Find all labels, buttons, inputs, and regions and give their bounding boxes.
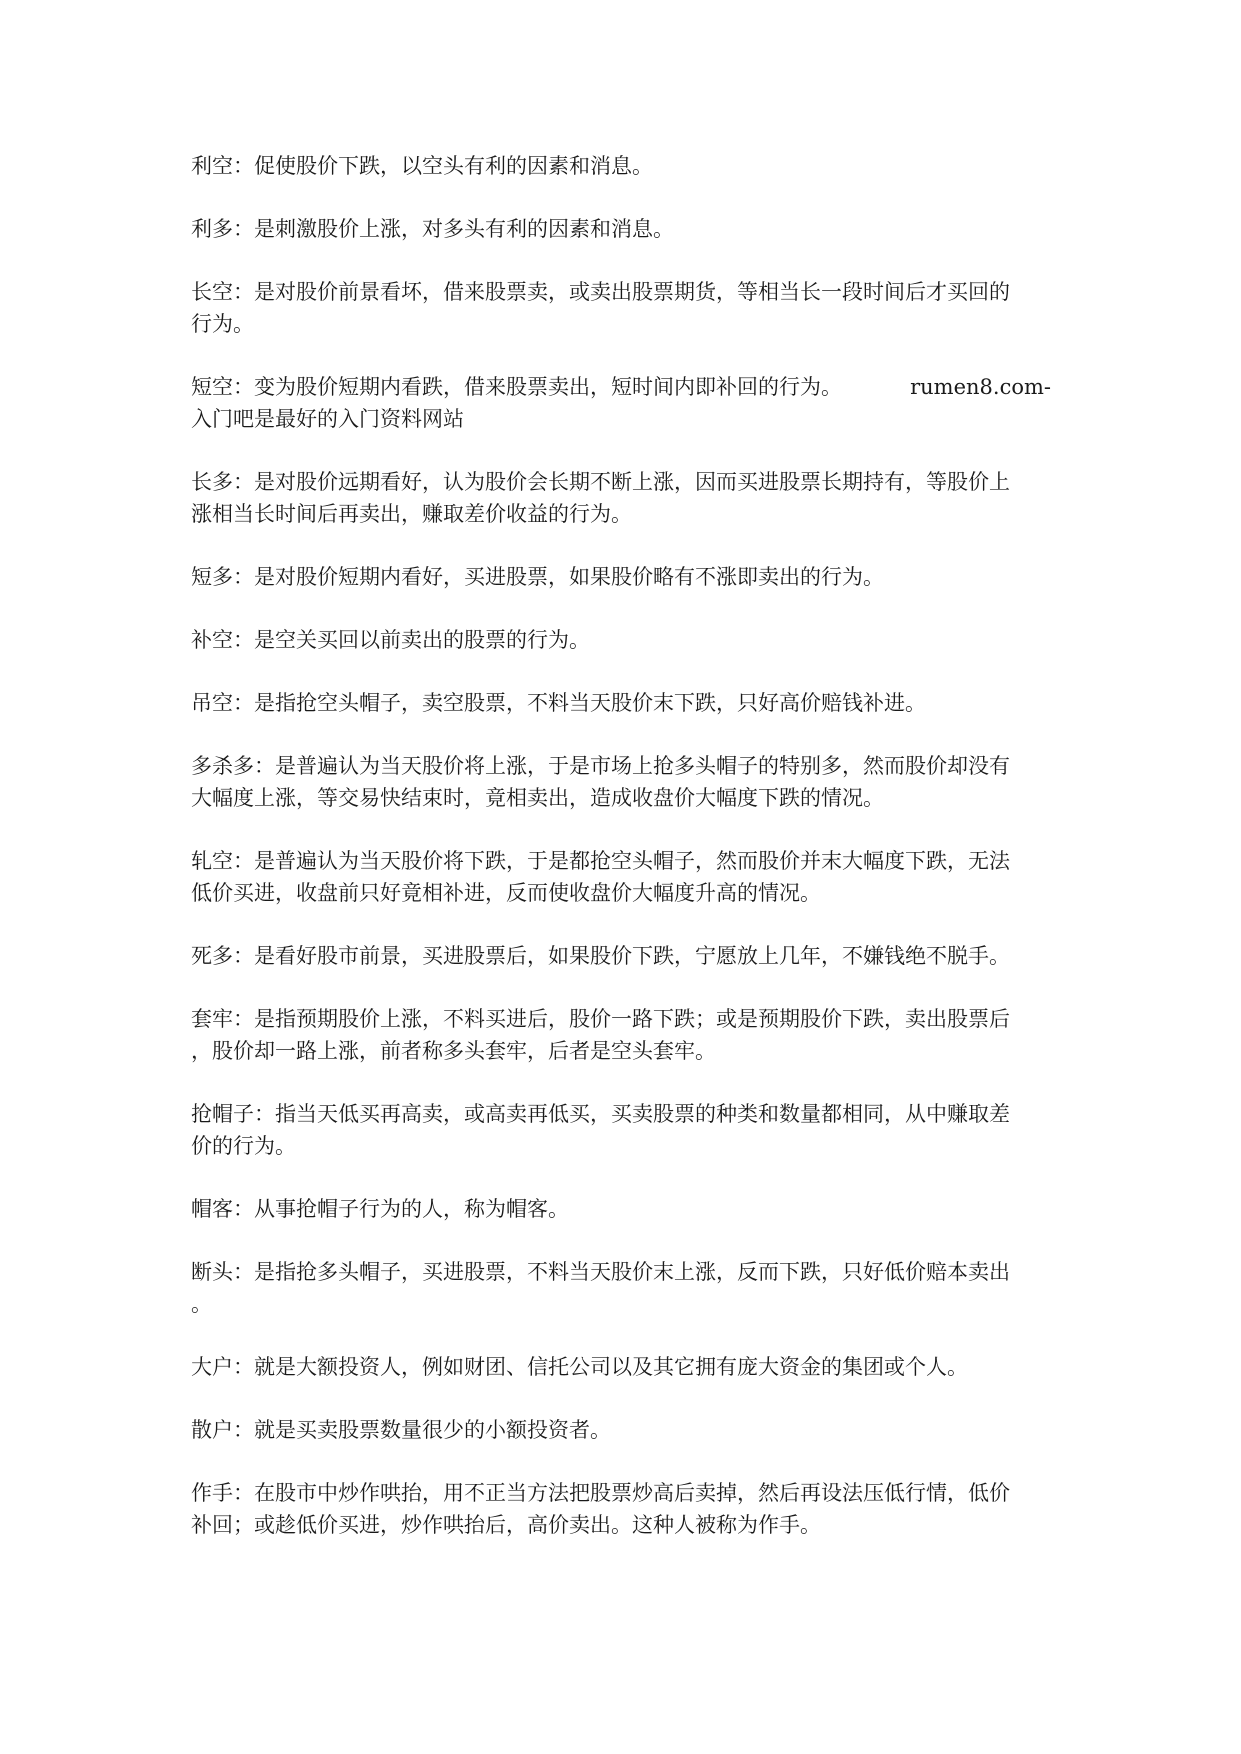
term-paragraph-maoke bbox=[191, 1193, 1051, 1225]
term-paragraph-likong bbox=[191, 150, 1051, 182]
term-paragraph-diaokong bbox=[191, 687, 1051, 719]
text-line: 低价买进，收盘前只好竟相补进，反而使收盘价大幅度升高的情况。 bbox=[191, 881, 821, 905]
term-paragraph-siduo bbox=[191, 940, 1051, 972]
term-paragraph-zhakong bbox=[191, 845, 1051, 909]
document-body bbox=[191, 150, 1051, 1572]
term-paragraph-duoshaduo bbox=[191, 750, 1051, 814]
term-paragraph-zuoshou bbox=[191, 1477, 1051, 1541]
text-line bbox=[191, 371, 1051, 403]
text-line: 利多：是刺激股价上涨，对多头有利的因素和消息。 bbox=[191, 217, 674, 241]
text-line: 价的行为。 bbox=[191, 1134, 296, 1158]
term-paragraph-bukong bbox=[191, 624, 1051, 656]
text-line: 入门吧是最好的入门资料网站 bbox=[191, 407, 464, 431]
term-paragraph-dahu bbox=[191, 1351, 1051, 1383]
text-line: 长多：是对股价远期看好，认为股价会长期不断上涨，因而买进股票长期持有，等股价上 bbox=[191, 470, 1010, 494]
term-paragraph-liduo bbox=[191, 213, 1051, 245]
text-line: 大幅度上涨，等交易快结束时，竟相卖出，造成收盘价大幅度下跌的情况。 bbox=[191, 786, 884, 810]
text-line: 断头：是指抢多头帽子，买进股票，不料当天股价末上涨，反而下跌，只好低价赔本卖出 bbox=[191, 1260, 1010, 1284]
text-line: 利空：促使股价下跌，以空头有利的因素和消息。 bbox=[191, 154, 653, 178]
term-paragraph-taolao bbox=[191, 1003, 1051, 1067]
text-line: 短多：是对股价短期内看好，买进股票，如果股价略有不涨即卖出的行为。 bbox=[191, 565, 884, 589]
text-line: 轧空：是普遍认为当天股价将下跌，于是都抢空头帽子，然而股价并末大幅度下跌，无法 bbox=[191, 849, 1010, 873]
text-line: 抢帽子：指当天低买再高卖，或高卖再低买，买卖股票的种类和数量都相同，从中赚取差 bbox=[191, 1102, 1010, 1126]
term-paragraph-duantou bbox=[191, 1256, 1051, 1320]
site-reference: rumen8.com- bbox=[910, 375, 1051, 399]
text-line: 补空：是空关买回以前卖出的股票的行为。 bbox=[191, 628, 590, 652]
term-paragraph-duankong bbox=[191, 371, 1051, 435]
text-line: 大户：就是大额投资人，例如财团、信托公司以及其它拥有庞大资金的集团或个人。 bbox=[191, 1355, 968, 1379]
text-line: 死多：是看好股市前景，买进股票后，如果股价下跌，宁愿放上几年，不嫌钱绝不脱手。 bbox=[191, 944, 1010, 968]
text-line: 涨相当长时间后再卖出，赚取差价收益的行为。 bbox=[191, 502, 632, 526]
text-line: ，股价却一路上涨，前者称多头套牢，后者是空头套牢。 bbox=[191, 1039, 716, 1063]
term-paragraph-changduo bbox=[191, 466, 1051, 530]
text-line: 作手：在股市中炒作哄抬，用不正当方法把股票炒高后卖掉，然后再设法压低行情，低价 bbox=[191, 1481, 1010, 1505]
text-line-left: 短空：变为股价短期内看跌，借来股票卖出，短时间内即补回的行为。 bbox=[191, 375, 842, 399]
text-line: 散户：就是买卖股票数量很少的小额投资者。 bbox=[191, 1418, 611, 1442]
term-paragraph-sanhu bbox=[191, 1414, 1051, 1446]
text-line: 帽客：从事抢帽子行为的人，称为帽客。 bbox=[191, 1197, 569, 1221]
term-paragraph-qiangmaozi bbox=[191, 1098, 1051, 1162]
text-line: 长空：是对股价前景看坏，借来股票卖，或卖出股票期货，等相当长一段时间后才买回的 bbox=[191, 280, 1010, 304]
text-line: 套牢：是指预期股价上涨，不料买进后，股价一路下跌；或是预期股价下跌，卖出股票后 bbox=[191, 1007, 1010, 1031]
term-paragraph-duanduo bbox=[191, 561, 1051, 593]
text-line: 。 bbox=[191, 1292, 212, 1316]
text-line: 行为。 bbox=[191, 312, 254, 336]
text-line: 补回；或趁低价买进，炒作哄抬后，高价卖出。这种人被称为作手。 bbox=[191, 1513, 821, 1537]
text-line: 吊空：是指抢空头帽子，卖空股票，不料当天股价末下跌，只好高价赔钱补进。 bbox=[191, 691, 926, 715]
text-line: 多杀多：是普遍认为当天股价将上涨，于是市场上抢多头帽子的特别多，然而股价却没有 bbox=[191, 754, 1010, 778]
term-paragraph-changkong bbox=[191, 276, 1051, 340]
